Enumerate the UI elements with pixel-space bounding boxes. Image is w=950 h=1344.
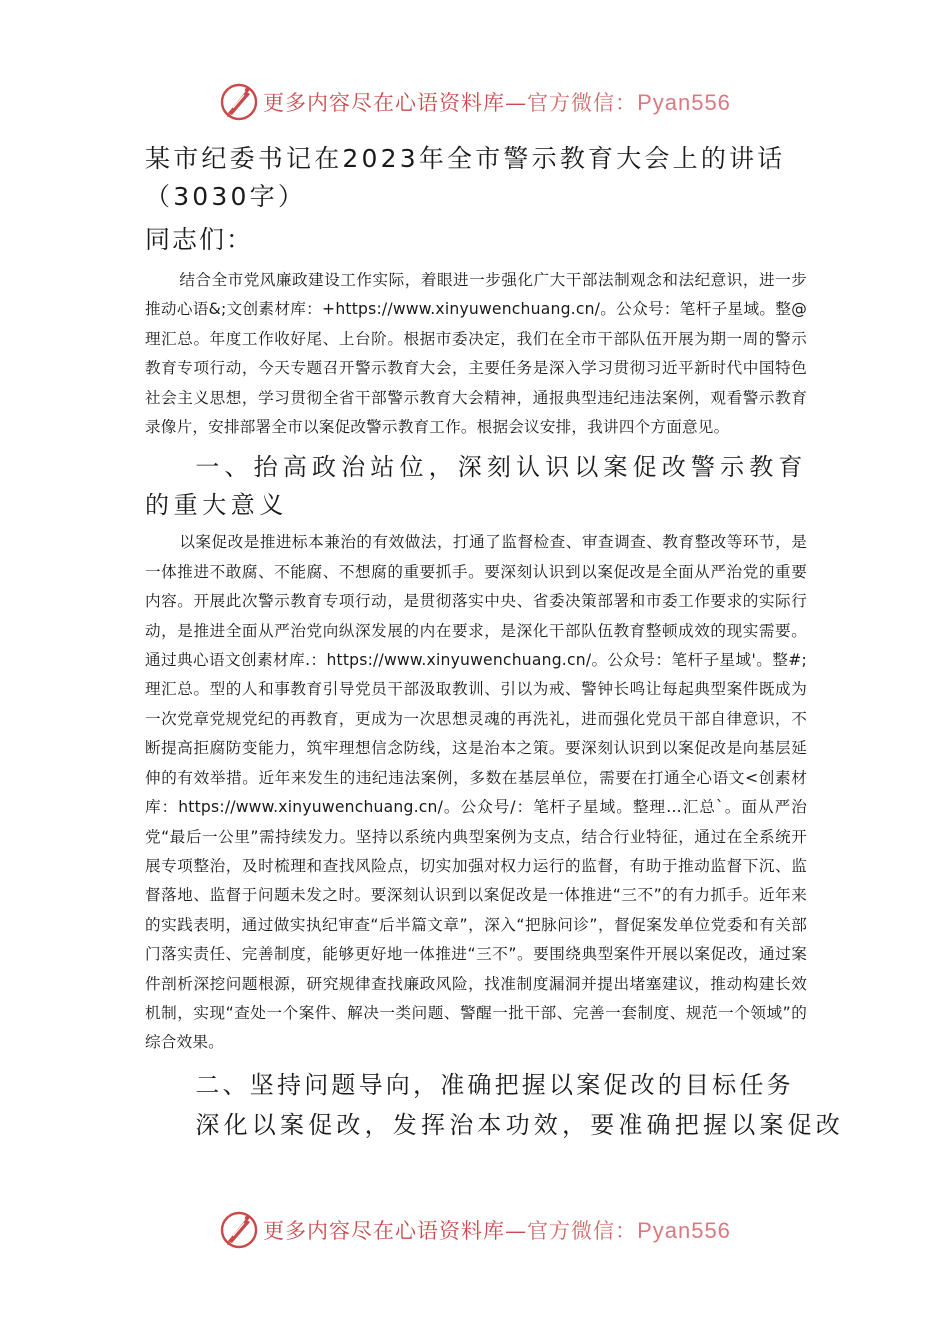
banner-wechat-handle: Pyan556 xyxy=(637,1218,731,1243)
document-title: 某市纪委书记在2023年全市警示教育大会上的讲话（3030字） xyxy=(145,144,786,211)
pen-quill-logo-icon xyxy=(219,1210,259,1250)
banner-dash: — xyxy=(505,1219,528,1243)
section-2-heading: 二、坚持问题导向，准确把握以案促改的目标任务 xyxy=(195,1070,794,1099)
banner-main-text: 更多内容尽在心语资料库 xyxy=(263,1219,506,1243)
banner-wechat-handle: Pyan556 xyxy=(637,90,731,115)
banner-wechat-label: 官方微信： xyxy=(527,91,638,115)
section-1-paragraph: 以案促改是推进标本兼治的有效做法，打通了监督检查、审查调查、教育整改等环节，是一体推进不敢腐、不能腐、不想腐的重要抓手。要深刻认识到以案促改是全面从严治党的重要内容。开展此次警示教育专项行动，是贯彻落实中央、省委决策部署和市委工作要求的实际行动，是推进全面从严治党向纵深发展的内在要求，是深化干部队伍教育整顿成效的现实需要。通过典心语文创素材库.：https://www.xinyuwenchuang.cn/。公众号：笔杆子星域'。整#;理汇总。型的人和事教育引导党员干部汲取教训、引以为戒、警钟长鸣让每起典型案件既成为一次党章党规党纪的再教育，更成为一次思想灵魂的再洗礼，进而强化党员干部自律意识，不断提高拒腐防变能力，筑牢理想信念防线，这是治本之策。要深刻认识到以案促改是向基层延伸的有效举措。近年来发生的违纪违法案例，多数在基层单位，需要在打通全心语文<创素材库：https://www.xinyuwenchuang.cn/。公众号/：笔杆子星域。整理…汇总`。面从严治党“最后一公里”需持续发力。坚持以系统内典型案例为支点，结合行业特征，通过在全系统开展专项整治，及时梳理和查找风险点，切实加强对权力运行的监督，有助于推动监督下沉、监督落地、监督于问题未发之时。要深刻认识到以案促改是一体推进“三不”的有力抓手。近年来的实践表明，通过做实执纪审查“后半篇文章”，深入“把脉问诊”，督促案发单位党委和有关部门落实责任、完善制度，能够更好地一体推进“三不”。要围绕典型案件开展以案促改，通过案件剖析深挖问题根源，研究规律查找廉政风险，找准制度漏洞并提出堵塞建议，推动构建长效机制，实现“查处一个案件、解决一类问题、警醒一批干部、完善一套制度、规范一个领域”的综合效果。 xyxy=(145,533,807,1052)
banner-text xyxy=(263,87,731,117)
document-body xyxy=(145,140,844,1144)
pen-quill-logo-icon xyxy=(219,82,259,122)
intro-paragraph: 结合全市党风廉政建设工作实际，着眼进一步强化广大干部法制观念和法纪意识，进一步推动心语&;文创素材库：+https://www.xinyuwenchuang.cn/。公众号：笔杆子星域。整@理汇总。年度工作收好尾、上台阶。根据市委决定，我们在全市干部队伍开展为期一周的警示教育专项行动，今天专题召开警示教育大会，主要任务是深入学习贯彻习近平新时代中国特色社会主义思想，学习贯彻全省干部警示教育大会精神，通报典型违纪违法案例，观看警示教育录像片，安排部署全市以案促改警示教育工作。根据会议安排，我讲四个方面意见。 xyxy=(145,271,807,437)
banner-main-text: 更多内容尽在心语资料库 xyxy=(263,91,506,115)
banner-dash: — xyxy=(505,91,528,115)
section-1-heading: 一、抬高政治站位，深刻认识以案促改警示教育的重大意义 xyxy=(145,453,807,520)
banner-wechat-label: 官方微信： xyxy=(527,1219,638,1243)
header-banner xyxy=(0,80,950,124)
section-2-lead-paragraph: 深化以案促改，发挥治本功效，要准确把握以案促改 xyxy=(195,1110,844,1139)
salutation: 同志们： xyxy=(145,225,254,254)
footer-banner xyxy=(0,1208,950,1252)
banner-text xyxy=(263,1215,731,1245)
